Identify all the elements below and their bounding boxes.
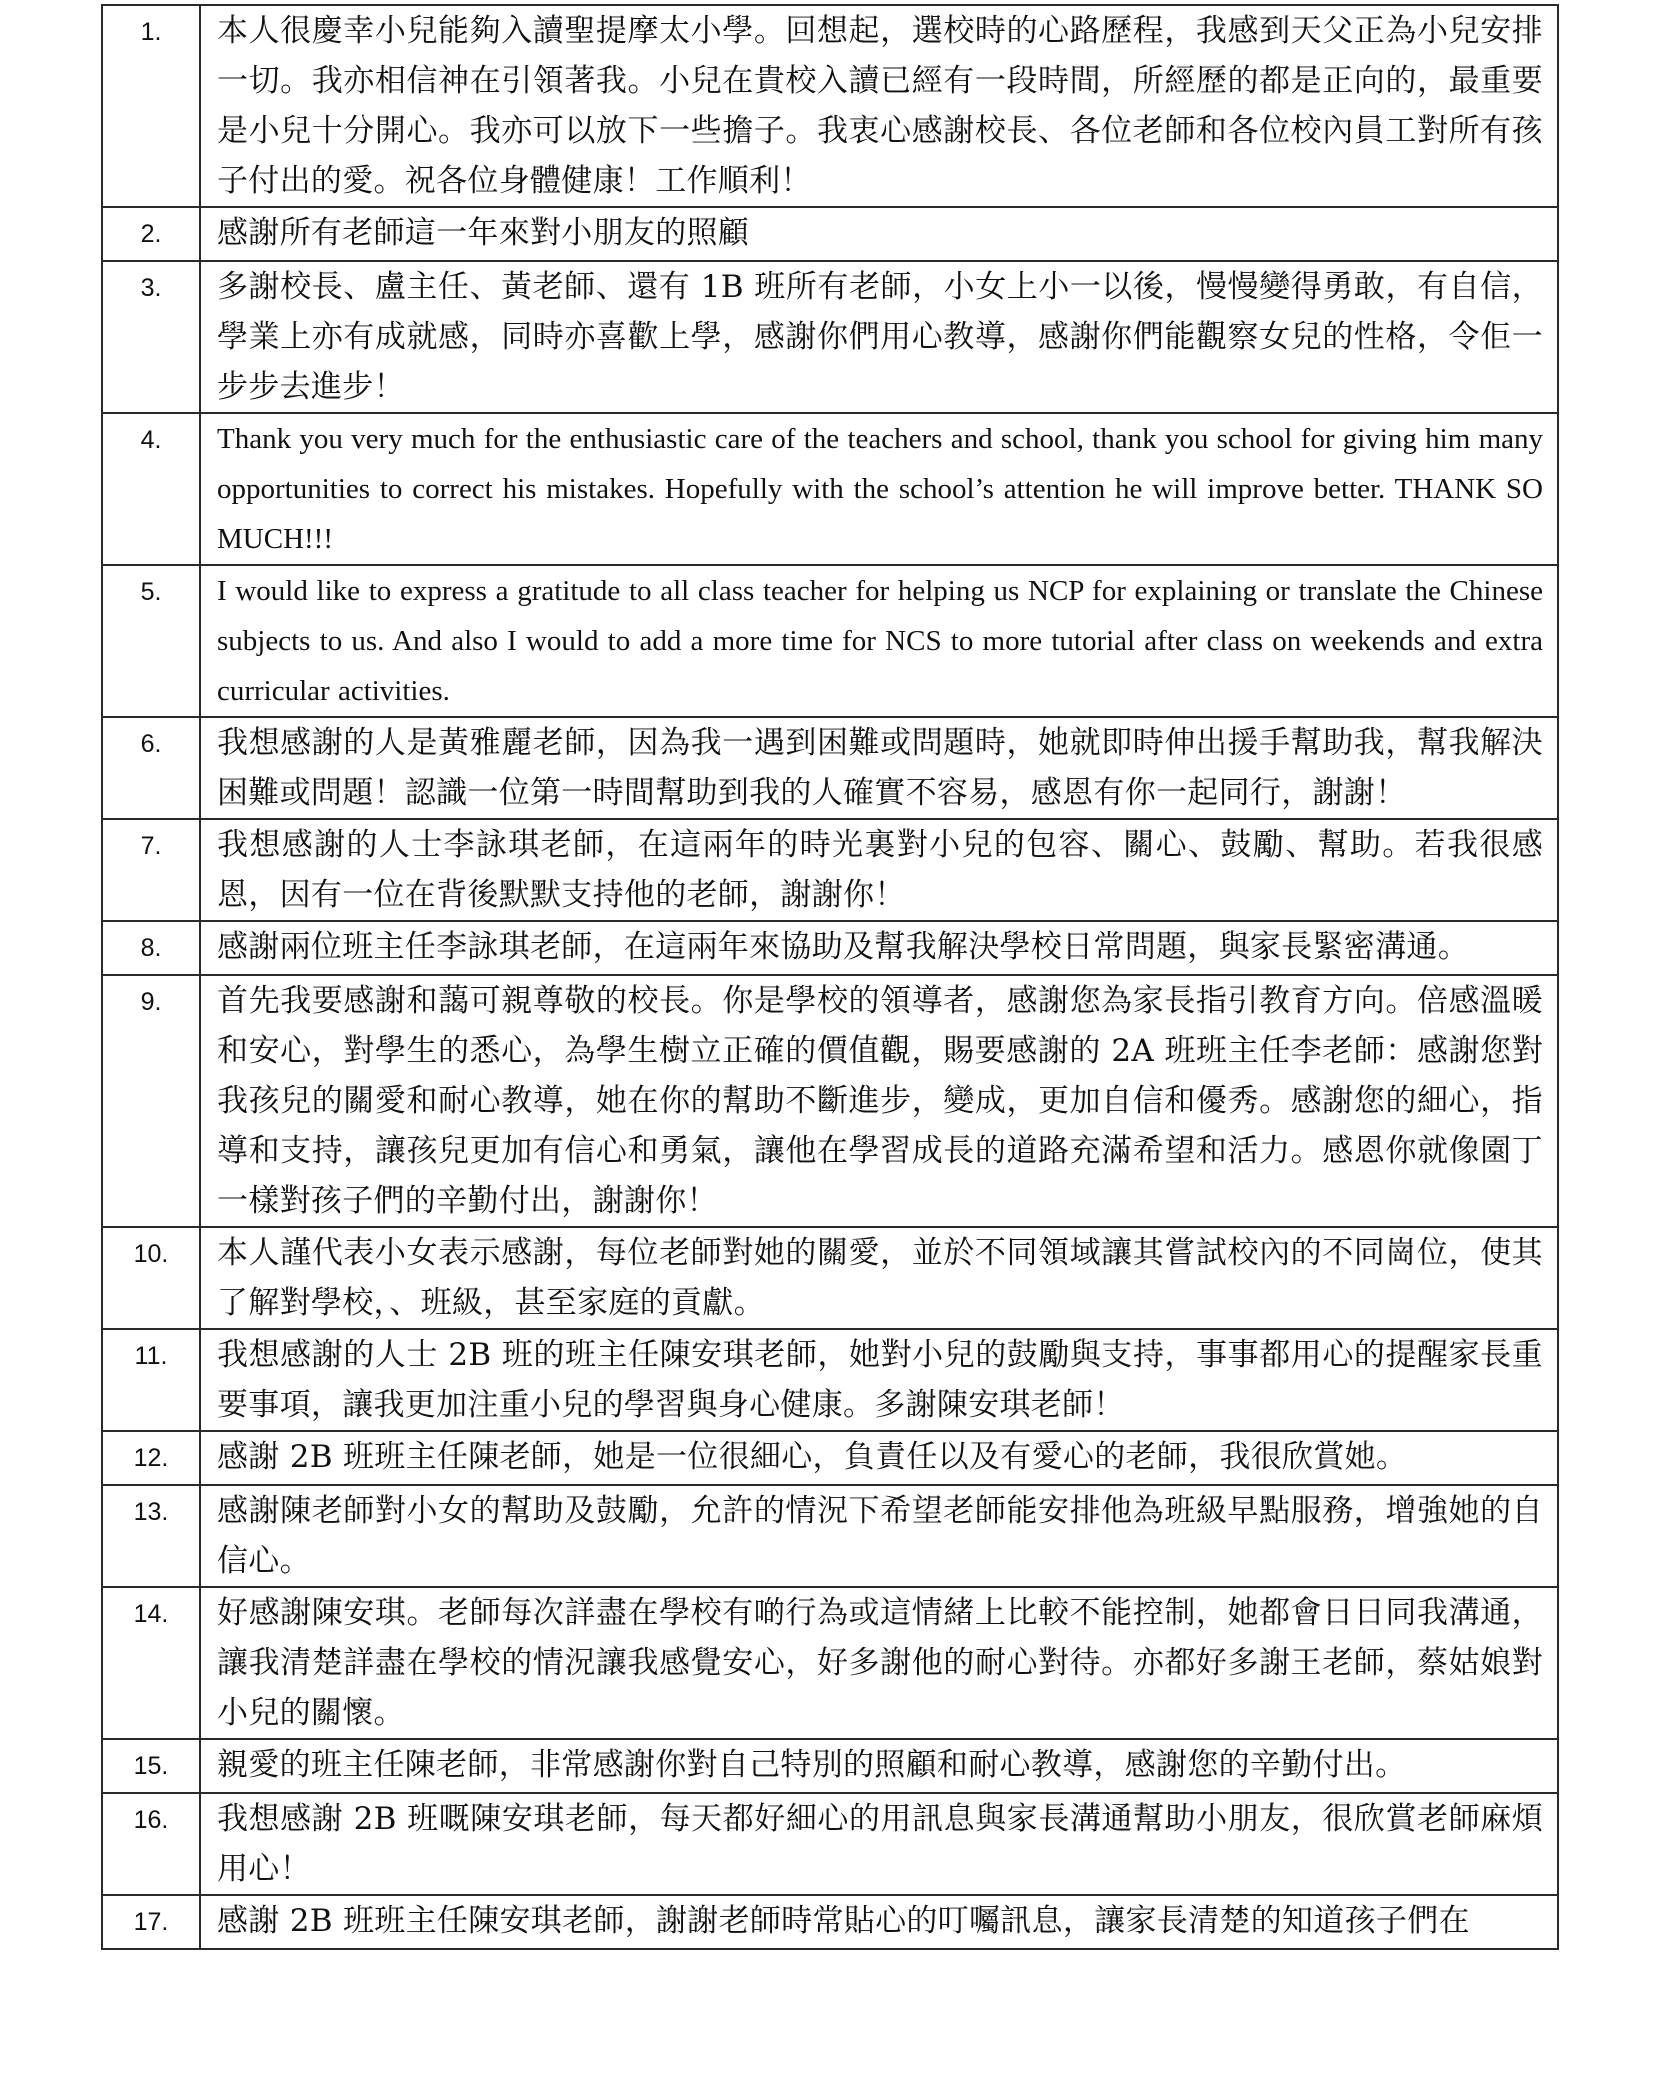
table-row	[102, 565, 1558, 717]
row-number: 7.	[102, 819, 200, 921]
table-row	[102, 1227, 1558, 1329]
row-text: 親愛的班主任陳老師，非常感謝你對自己特別的照顧和耐心教導，感謝您的辛勤付出。	[200, 1739, 1558, 1793]
table-row	[102, 1485, 1558, 1587]
row-number: 15.	[102, 1739, 200, 1793]
row-number: 13.	[102, 1485, 200, 1587]
table-row	[102, 5, 1558, 207]
row-number: 8.	[102, 921, 200, 975]
table-row	[102, 717, 1558, 819]
row-number: 12.	[102, 1431, 200, 1485]
row-number: 9.	[102, 975, 200, 1227]
row-number: 2.	[102, 207, 200, 261]
row-text: 感謝陳老師對小女的幫助及鼓勵，允許的情況下希望老師能安排他為班級早點服務，增強她的自信心。	[200, 1485, 1558, 1587]
row-text: 感謝 2B 班班主任陳安琪老師，謝謝老師時常貼心的叮囑訊息，讓家長清楚的知道孩子們在	[200, 1895, 1558, 1949]
row-number: 11.	[102, 1329, 200, 1431]
table-row	[102, 819, 1558, 921]
table-row	[102, 413, 1558, 565]
table-row	[102, 1793, 1558, 1895]
row-number: 1.	[102, 5, 200, 207]
table-row	[102, 207, 1558, 261]
row-text: 首先我要感謝和藹可親尊敬的校長。你是學校的領導者，感謝您為家長指引教育方向。倍感溫暖和安心，對學生的悉心，為學生樹立正確的價值觀，賜要感謝的 2A 班班主任李老師：感謝您對我孩兒的關愛和耐心教導，她在你的幫助不斷進步，變成，更加自信和優秀。感謝您的細心，指導和支持，讓孩兒更加有信心和勇氣，讓他在學習成長的道路充滿希望和活力。感恩你就像園丁一樣對孩子們的辛勤付出，謝謝你！	[200, 975, 1558, 1227]
table-row	[102, 1329, 1558, 1431]
row-number: 4.	[102, 413, 200, 565]
row-text: 我想感謝的人士 2B 班的班主任陳安琪老師，她對小兒的鼓勵與支持，事事都用心的提醒家長重要事項，讓我更加注重小兒的學習與身心健康。多謝陳安琪老師！	[200, 1329, 1558, 1431]
row-number: 6.	[102, 717, 200, 819]
table-row	[102, 261, 1558, 413]
table-row	[102, 1587, 1558, 1739]
table-row	[102, 1431, 1558, 1485]
row-number: 5.	[102, 565, 200, 717]
row-text: 本人很慶幸小兒能夠入讀聖提摩太小學。回想起，選校時的心路歷程，我感到天父正為小兒安排一切。我亦相信神在引領著我。小兒在貴校入讀已經有一段時間，所經歷的都是正向的，最重要是小兒十分開心。我亦可以放下一些擔子。我衷心感謝校長、各位老師和各位校內員工對所有孩子付出的愛。祝各位身體健康！工作順利！	[200, 5, 1558, 207]
feedback-table	[101, 4, 1559, 1950]
row-text: 我想感謝的人士李詠琪老師，在這兩年的時光裏對小兒的包容、關心、鼓勵、幫助。若我很感恩，因有一位在背後默默支持他的老師，謝謝你！	[200, 819, 1558, 921]
row-text: I would like to express a gratitude to all class teacher for helping us NCP for explaining or translate the Chinese subjects to us. And also I would to add a more time for NCS to more tutorial after class on weekends and extra curricular activities.	[200, 565, 1558, 717]
table-row	[102, 1895, 1558, 1949]
row-number: 10.	[102, 1227, 200, 1329]
row-text: 感謝兩位班主任李詠琪老師，在這兩年來協助及幫我解決學校日常問題，與家長緊密溝通。	[200, 921, 1558, 975]
table-row	[102, 1739, 1558, 1793]
table-row	[102, 921, 1558, 975]
row-number: 17.	[102, 1895, 200, 1949]
row-number: 14.	[102, 1587, 200, 1739]
row-text: Thank you very much for the enthusiastic care of the teachers and school, thank you school for giving him many opportunities to correct his mistakes. Hopefully with the school’s attention he will improve better. THANK SO MUCH!!!	[200, 413, 1558, 565]
row-text: 好感謝陳安琪。老師每次詳盡在學校有啲行為或這情緒上比較不能控制，她都會日日同我溝通，讓我清楚詳盡在學校的情況讓我感覺安心，好多謝他的耐心對待。亦都好多謝王老師，蔡姑娘對小兒的關懷。	[200, 1587, 1558, 1739]
row-text: 多謝校長、盧主任、黃老師、還有 1B 班所有老師，小女上小一以後，慢慢變得勇敢，有自信，學業上亦有成就感，同時亦喜歡上學，感謝你們用心教導，感謝你們能觀察女兒的性格，令佢一步步去進步！	[200, 261, 1558, 413]
row-number: 3.	[102, 261, 200, 413]
table-row	[102, 975, 1558, 1227]
row-text: 本人謹代表小女表示感謝，每位老師對她的關愛，並於不同領域讓其嘗試校內的不同崗位，使其了解對學校，、班級，甚至家庭的貢獻。	[200, 1227, 1558, 1329]
row-text: 我想感謝 2B 班嘅陳安琪老師，每天都好細心的用訊息與家長溝通幫助小朋友，很欣賞老師麻煩用心！	[200, 1793, 1558, 1895]
row-number: 16.	[102, 1793, 200, 1895]
row-text: 感謝 2B 班班主任陳老師，她是一位很細心，負責任以及有愛心的老師，我很欣賞她。	[200, 1431, 1558, 1485]
row-text: 感謝所有老師這一年來對小朋友的照顧	[200, 207, 1558, 261]
row-text: 我想感謝的人是黃雅麗老師，因為我一遇到困難或問題時，她就即時伸出援手幫助我，幫我解決困難或問題！認識一位第一時間幫助到我的人確實不容易，感恩有你一起同行，謝謝！	[200, 717, 1558, 819]
